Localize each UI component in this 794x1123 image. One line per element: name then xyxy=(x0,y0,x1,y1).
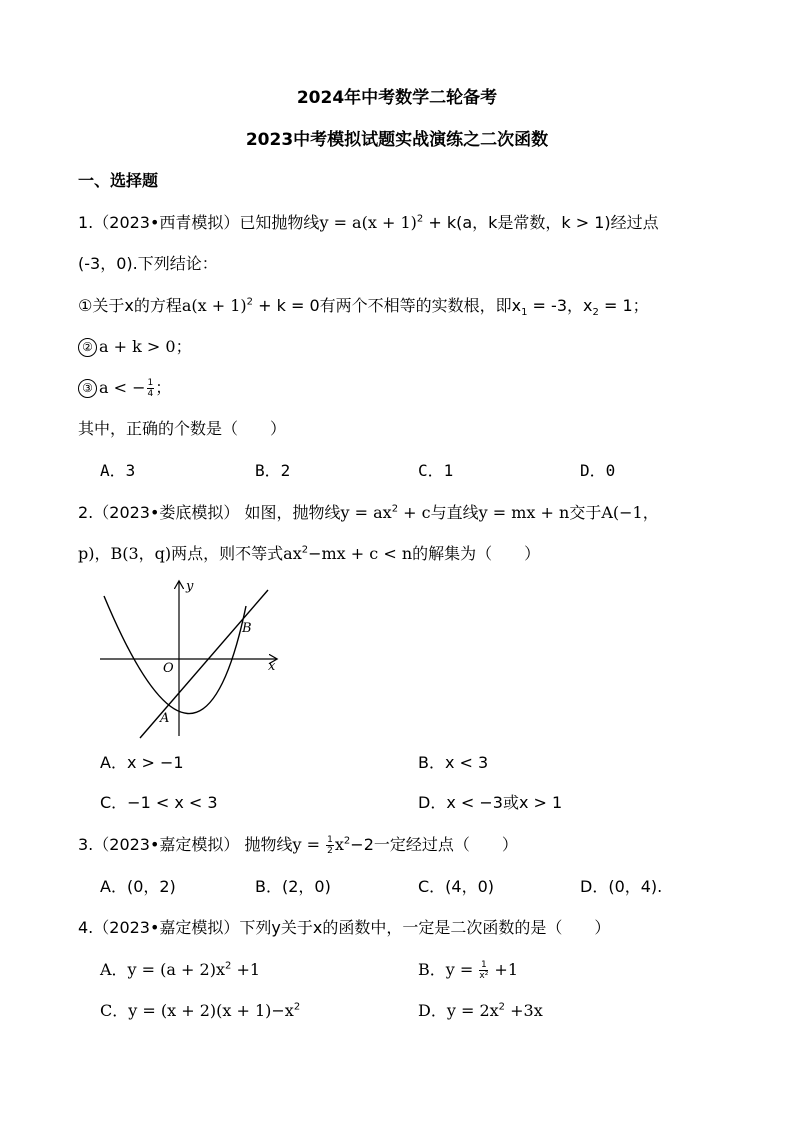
q4-a-text: A．y = (a + 2)x xyxy=(100,960,225,979)
q2-exp2: 2 xyxy=(301,544,309,556)
q4-d-text: D．y = 2x xyxy=(418,1001,499,1020)
q1-line1 xyxy=(78,212,659,234)
q1-formula-tail: + k(a，k是常数，k > 1)经过点 xyxy=(423,213,659,232)
q3-formula-c: −2一定经过点（ ） xyxy=(350,835,518,854)
q1-c1-exp: 2 xyxy=(246,296,254,308)
q4-b-text: B．y = xyxy=(418,960,479,979)
q1-c1-text-d: = 1； xyxy=(598,296,649,315)
q1-option-d[interactable]: D．0 xyxy=(580,461,616,480)
q1-stem: 其中，正确的个数是（ ） xyxy=(78,419,287,438)
q1-c1-formula: a(x + 1) xyxy=(181,296,247,315)
doc-title-2: 2023中考模拟试题实战演练之二次函数 xyxy=(245,130,549,150)
q3-line xyxy=(78,834,518,856)
q3-fraction xyxy=(326,835,334,856)
q1-exp: 2 xyxy=(416,213,424,225)
q1-formula: y = a(x + 1) xyxy=(319,213,417,232)
q4-a-exp: 2 xyxy=(224,960,232,972)
q4-option-d[interactable] xyxy=(418,1000,543,1022)
doc-title-1: 2024年中考数学二轮备考 xyxy=(296,88,498,108)
q1-c3-num: 1 xyxy=(147,378,154,388)
q2-exp1: 2 xyxy=(391,503,399,515)
q1-line2: (-3，0).下列结论： xyxy=(78,254,218,273)
q4-option-c[interactable] xyxy=(100,1000,300,1022)
section-heading: 一、选择题 xyxy=(78,171,159,190)
q4-b-tail: +1 xyxy=(489,960,518,979)
q3-option-b[interactable]: B．(2，0) xyxy=(255,877,331,896)
q4-line: 4.（2023•嘉定模拟）下列y关于x的函数中，一定是二次函数的是（ ） xyxy=(78,918,611,937)
q1-c1-text-b: + k = 0有两个不相等的实数根，即x xyxy=(253,296,522,315)
q1-option-c[interactable]: C．1 xyxy=(418,461,454,480)
q4-option-b[interactable] xyxy=(418,959,518,981)
q1-c3-fraction xyxy=(147,378,155,399)
q2-line1 xyxy=(78,502,659,524)
q3-option-c[interactable]: C．(4，0) xyxy=(418,877,495,896)
q1-c3-end: ； xyxy=(155,378,172,397)
q3-option-d[interactable]: D．(0，4). xyxy=(580,877,663,896)
q1-c2-mark: ② xyxy=(78,338,97,357)
q2-formula-b: + c与直线y = mx + n交于A(−1， xyxy=(398,503,659,522)
q1-c3-text: a < − xyxy=(99,378,146,397)
point-a-label: A xyxy=(160,711,170,726)
q1-c3-den: 4 xyxy=(147,389,154,399)
origin-label: O xyxy=(163,661,174,676)
q2-option-a[interactable]: A．x > −1 xyxy=(100,753,184,772)
q1-c3-mark: ③ xyxy=(78,379,97,398)
q3-option-a[interactable]: A．(0，2) xyxy=(100,877,176,896)
point-b-label: B xyxy=(242,621,252,636)
q2-prefix: 2.（2023•娄底模拟） 如图，抛物线 xyxy=(78,503,341,522)
q1-c1-sub1: 1 xyxy=(521,307,528,319)
q1-c1-sub2: 2 xyxy=(592,307,599,319)
q1-c1-text-a: 关于x的方程 xyxy=(92,296,182,315)
q1-c1-mark: ① xyxy=(78,296,93,315)
q2-option-b[interactable]: B．x < 3 xyxy=(418,753,489,772)
q1-c1-text-c: = -3，x xyxy=(527,296,593,315)
q4-b-den: x² xyxy=(479,971,489,981)
q3-num: 1 xyxy=(327,835,333,845)
q1-option-a[interactable]: A．3 xyxy=(100,461,136,480)
q2-line2 xyxy=(78,543,540,565)
q4-c-exp: 2 xyxy=(293,1001,301,1013)
q3-prefix: 3.（2023•嘉定模拟） 抛物线 xyxy=(78,835,293,854)
q3-formula-b: x xyxy=(334,835,344,854)
q4-b-fraction xyxy=(479,960,488,981)
q3-exp: 2 xyxy=(343,835,351,847)
q2-line2-b: −mx + c < n的解集为（ ） xyxy=(308,544,541,563)
parabola-curve xyxy=(104,596,246,714)
q1-conclusion-3 xyxy=(78,377,171,399)
q4-a-tail: +1 xyxy=(231,960,261,979)
x-axis-label: x xyxy=(268,659,276,674)
q2-option-c[interactable]: C．−1 < x < 3 xyxy=(100,793,218,812)
y-axis-label: y xyxy=(186,579,194,594)
q1-conclusion-2 xyxy=(78,336,192,358)
q1-option-b[interactable]: B．2 xyxy=(255,461,291,480)
q2-formula-a: y = ax xyxy=(340,503,392,522)
q1-prefix: 1.（2023•西青模拟）已知抛物线 xyxy=(78,213,320,232)
q4-b-num: 1 xyxy=(480,960,487,970)
q4-d-exp: 2 xyxy=(498,1001,506,1013)
q2-option-d[interactable]: D．x < −3或x > 1 xyxy=(418,793,563,812)
q4-option-a[interactable] xyxy=(100,959,260,981)
q1-c2-text: a + k > 0； xyxy=(99,337,192,356)
q3-formula-a: y = xyxy=(292,835,326,854)
q4-c-text: C．y = (x + 2)(x + 1)−x xyxy=(100,1001,294,1020)
q2-graph-figure xyxy=(96,576,282,740)
q3-den: 2 xyxy=(327,846,333,856)
q4-d-tail: +3x xyxy=(505,1001,543,1020)
q2-line2-a: p)，B(3，q)两点，则不等式ax xyxy=(78,544,302,563)
q1-conclusion-1 xyxy=(78,295,649,317)
